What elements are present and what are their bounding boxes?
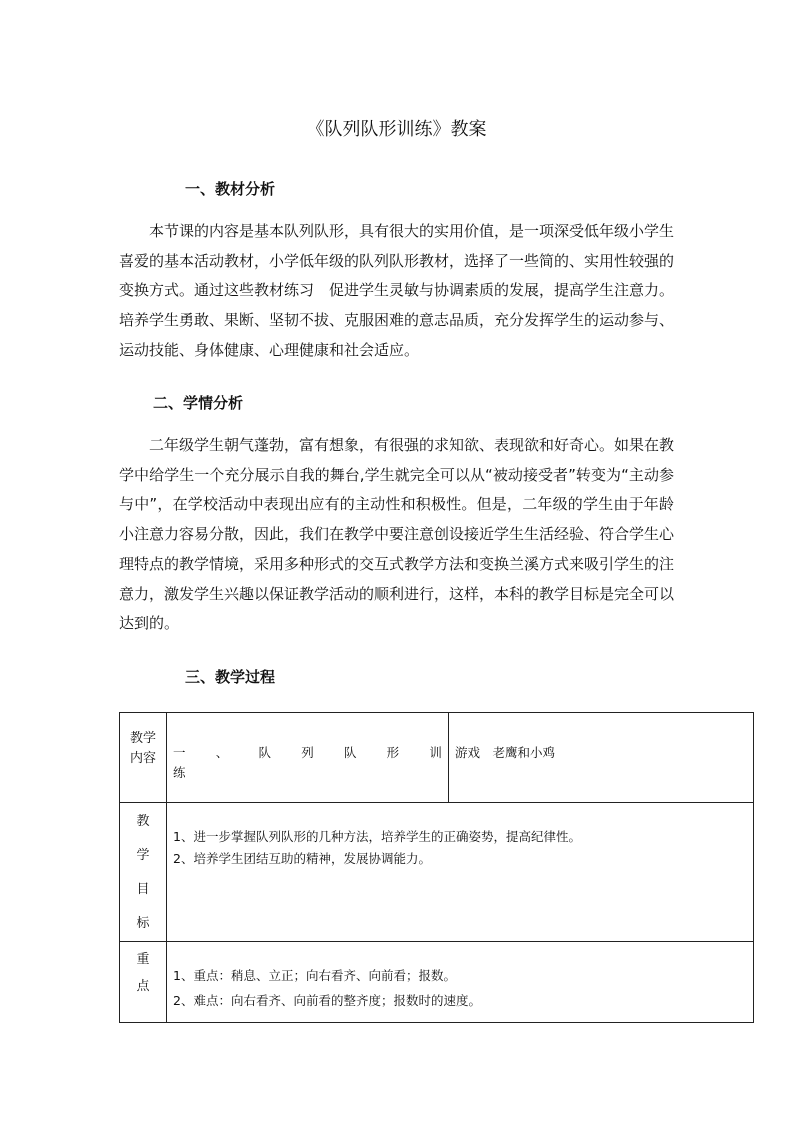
paragraph-material-analysis: 本节课的内容是基本队列队形，具有很大的实用价值，是一项深受低年级小学生喜爱的基本活动教材，小学低年级的队列队形教材，选择了一些简的、实用性较强的变换方式。通过这些教材练习 促进学生灵敏与协调素质的发展，提高学生注意力。培养学生勇敢、果断、坚韧不拔、克服困难的意志品质，充分发挥学生的运动参与、运动技能、身体健康、心理健康和社会适应。: [119, 222, 675, 359]
paragraph-student-analysis: 二年级学生朝气蓬勃，富有想象，有很强的求知欲、表现欲和好奇心。如果在教学中给学生一个充分展示自我的舞台,学生就完全可以从“被动接受者”转变为“主动参与中”，在学校活动中表现出应有的主动性和积极性。但是，二年级的学生由于年龄小注意力容易分散，因此，我们在教学中要注意创设接近学生生活经验、符合学生心理特点的教学情境，采用多种形式的交互式教学方法和变换兰溪方式来吸引学生的注意力，激发学生兴趣以保证教学活动的顺利进行，这样，本科的教学目标是完全可以达到的。: [119, 436, 675, 633]
goals-label-char: 学: [136, 848, 150, 863]
table-row-goals: [120, 803, 754, 942]
key-point-item: 1、重点：稍息、立正；向右看齐、向前看；报数。: [173, 968, 456, 983]
key-points-label-char: 重: [136, 952, 150, 967]
content-item-2: 游戏 老鹰和小鸡: [455, 745, 556, 760]
goals-label-cell: [120, 803, 167, 942]
goals-label-char: 教: [136, 814, 150, 829]
key-points-label-cell: [120, 942, 167, 1023]
content-item-1-char: 形: [386, 745, 400, 760]
content-item-1-char: 、: [215, 745, 229, 760]
content-item-1-char: 训: [429, 745, 442, 760]
key-points-cell: [167, 942, 754, 1023]
goal-item: 1、进一步掌握队列队形的几种方法，培养学生的正确姿势，提高纪律性。: [173, 829, 581, 844]
section-heading-material-analysis: 一、教材分析: [185, 180, 276, 198]
key-points-label-stack: [120, 946, 166, 1000]
content-label-line: 内容: [129, 751, 156, 766]
content-item-1-char: 列: [301, 745, 314, 760]
content-item-1-cell: [167, 713, 449, 803]
goals-label-char: 目: [136, 882, 150, 897]
content-item-1-tail: 练: [173, 765, 186, 780]
content-item-1-spread-line: [173, 743, 442, 763]
content-item-1-char: 一: [173, 745, 186, 760]
content-item-1-char: 队: [258, 745, 271, 760]
lesson-table: [119, 712, 754, 1023]
goals-label-char: 标: [136, 916, 150, 931]
goals-label-stack: [120, 805, 166, 941]
key-point-item: 2、难点：向右看齐、向前看的整齐度；报数时的速度。: [173, 993, 481, 1008]
table-row-key-points: [120, 942, 754, 1023]
table-row-content: [120, 713, 754, 803]
goals-cell: [167, 803, 754, 942]
key-points-label-char: 点: [136, 979, 150, 994]
content-item-2-cell: [449, 713, 754, 803]
section-heading-student-analysis: 二、学情分析: [153, 394, 244, 412]
section-heading-teaching-process: 三、教学过程: [185, 668, 276, 686]
content-label-cell: [120, 713, 167, 803]
content-label-line: 教学: [129, 731, 156, 746]
content-item-1-char: 队: [343, 745, 357, 760]
page-title: 《队列队形训练》教案: [306, 119, 487, 140]
goal-item: 2、培养学生团结互助的精神，发展协调能力。: [173, 851, 431, 866]
